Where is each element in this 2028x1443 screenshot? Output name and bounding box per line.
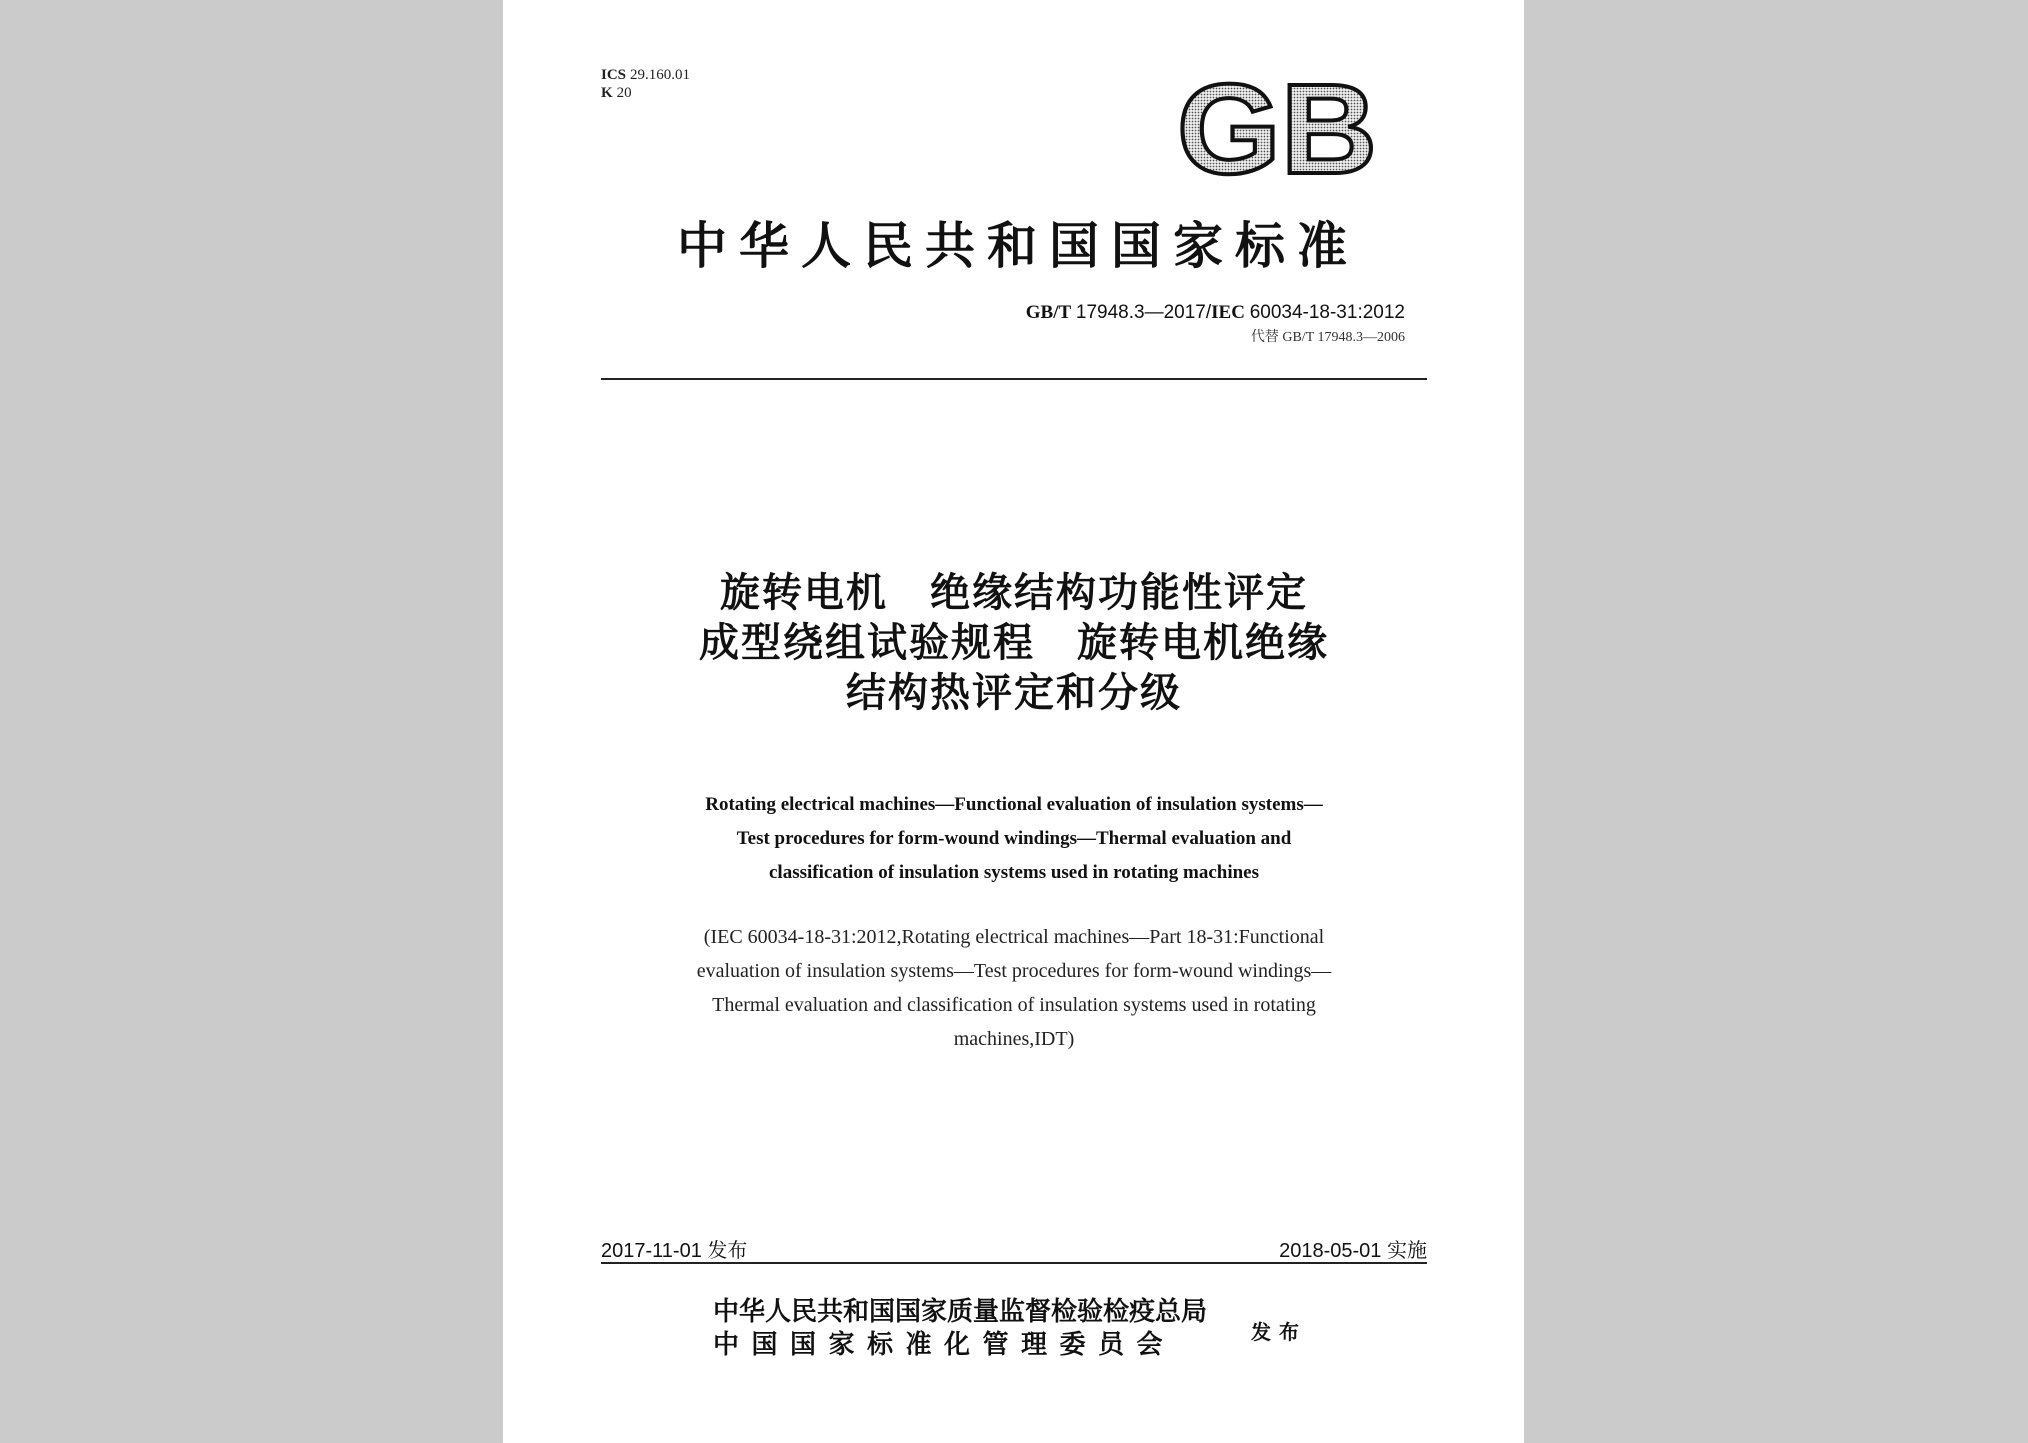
- standard-number: [1026, 302, 1405, 324]
- iec-reference-line: machines,IDT): [953, 1028, 1075, 1050]
- issue-date: 2017-11-01 发布: [601, 1240, 748, 1262]
- iec-reference: [601, 920, 1427, 1056]
- footer-rule: [601, 1262, 1427, 1264]
- issuer-line: 中国国家标准化管理委员会: [713, 1330, 1176, 1360]
- english-title-line: classification of insulation systems used in rotating machines: [769, 862, 1259, 883]
- iec-number-value: 60034-18-31:2012: [1249, 302, 1405, 323]
- ics-code-line: ICS 29.160.01: [601, 67, 691, 83]
- standard-prefix: GB/T: [1025, 302, 1072, 323]
- implementation-date: 2018-05-01 实施: [1279, 1240, 1427, 1262]
- standard-number-value: 17948.3—2017/: [1075, 302, 1212, 323]
- iec-reference-line: Thermal evaluation and classification of insulation systems used in rotating: [712, 994, 1316, 1016]
- english-title-line: Test procedures for form-wound windings—Thermal evaluation and: [736, 828, 1292, 849]
- iec-prefix: IEC: [1211, 302, 1245, 323]
- iec-reference-line: (IEC 60034-18-31:2012,Rotating electrical machines—Part 18-31:Functional: [703, 926, 1325, 948]
- gb-logo-text: GB: [1177, 75, 1377, 181]
- document-page: [503, 0, 1524, 1443]
- chinese-title-line: 旋转电机 绝缘结构功能性评定: [720, 571, 1308, 615]
- english-title-line: Rotating electrical machines—Functional evaluation of insulation systems—: [705, 794, 1323, 815]
- classification-codes: [601, 66, 690, 102]
- iec-reference-line: evaluation of insulation systems—Test procedures for form-wound windings—: [696, 960, 1332, 982]
- ccs-code-line: K 20: [601, 85, 632, 101]
- english-title: [601, 788, 1427, 890]
- chinese-title: [601, 568, 1427, 718]
- chinese-title-line: 成型绕组试验规程 旋转电机绝缘: [699, 621, 1329, 665]
- publish-label: 发布: [1251, 1320, 1307, 1344]
- issuing-authorities: [713, 1296, 1207, 1362]
- header-rule: [601, 378, 1427, 380]
- issuer-line: 中华人民共和国国家质量监督检验检疫总局: [713, 1297, 1208, 1327]
- national-standard-title: 中华人民共和国国家标准: [677, 216, 1359, 275]
- chinese-title-line: 结构热评定和分级: [846, 671, 1182, 715]
- replaces-standard: 代替 GB/T 17948.3—2006: [1250, 330, 1405, 345]
- gb-logo: [1173, 75, 1381, 181]
